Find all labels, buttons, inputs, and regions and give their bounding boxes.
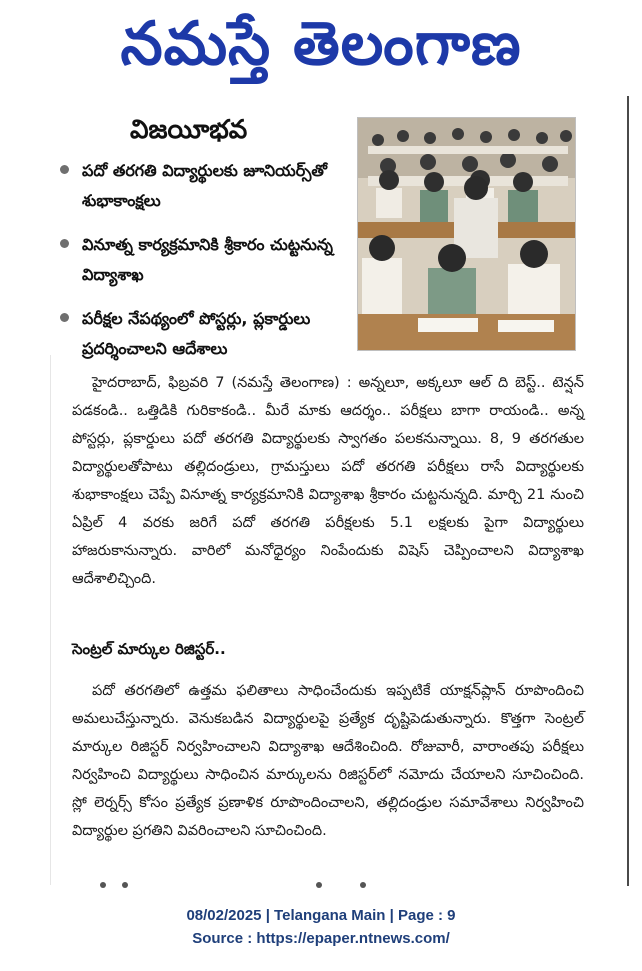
newspaper-masthead: నమస్తే తెలంగాణ [120,9,522,79]
bullet-item [58,230,358,290]
article-headline: విజయీభవ [130,115,248,145]
article-paragraph: హైదరాబాద్, ఫిబ్రవరి 7 (నమస్తే తెలంగాణ) : అన్నలూ, అక్కలూ ఆల్ ది బెస్ట్.. టెన్షన్ పడకండి.. ఒత్తిడికి గురికాకండి.. మీరే మాకు ఆదర్శం.. పరీక్షలు బాగా రాయండి.. అన్న పోస్టర్లు, ప్లకార్డులు పదో తరగతి విద్యార్థులకు స్వాగతం పలకనున్నాయి. 8, 9 తరగతుల విద్యార్థులతోపాటు తల్లిదండ్రులు, గ్రామస్తులు పదో తరగతి పరీక్షలు రాసే విద్యార్థులకు శుభాకాంక్షలు చెప్పే వినూత్న కార్యక్రమానికి విద్యాశాఖ శ్రీకారం చుట్టనున్నది. మార్చి 21 నుంచి ఏప్రిల్ 4 వరకు జరిగే పదో తరగతి పరీక్షలకు 5.1 లక్షలకు పైగా విద్యార్థులు హాజరుకానున్నారు. వారిలో మనోధైర్యం నింపేందుకు విషెస్ చెప్పించాలని విద్యాశాఖ ఆదేశాలిచ్చింది. [72,375,584,587]
bullet-text: వినూత్న కార్యక్రమానికి శ్రీకారం చుట్టనున్న విద్యాశాఖ [82,235,333,284]
bullet-icon [60,165,69,174]
exam-hall-illustration [358,118,575,350]
bullet-item [58,304,358,364]
column-rule [627,96,629,886]
footer-date-edition: 08/02/2025 | Telangana Main | Page : 9 [186,907,456,924]
article-subheading: సెంట్రల్ మార్కుల రిజిస్టర్.. [72,640,226,658]
page-footer [0,904,642,950]
bullet-icon [60,313,69,322]
article-paragraph: పదో తరగతిలో ఉత్తమ ఫలితాలు సాధించేందుకు ఇప్పటికే యాక్షన్‌ప్లాన్ రూపొందించి అమలుచేస్తున్నారు. వెనుకబడిన విద్యార్థులపై ప్రత్యేక దృష్టిపెడుతున్నారు. కొత్తగా సెంట్రల్ మార్కుల రిజిస్టర్ నిర్వహించాలని విద్యాశాఖ ఆదేశించింది. రోజువారీ, వారాంతపు పరీక్షలు నిర్వహించి విద్యార్థులు సాధించిన మార్కులను రిజిస్టర్‌లో నమోదు చేయాలని సూచించింది. స్లో లెర్నర్స్ కోసం ప్రత్యేక ప్రణాళిక రూపొందించాలని, తల్లిదండ్రుల సమావేశాలు నిర్వహించి విద్యార్థుల ప్రగతిని వివరించాలని సూచించింది. [72,683,584,839]
footer-source-link: Source : https://epaper.ntnews.com/ [192,930,450,947]
bullet-icon [60,239,69,248]
bullet-text: పదో తరగతి విద్యార్థులకు జూనియర్స్‌తో శుభాకాంక్షలు [82,161,327,210]
highlight-bullets [58,156,358,378]
bullet-item [58,156,358,216]
column-guide [50,355,51,885]
exam-hall-photo [357,117,576,351]
bullet-text: పరీక్షల నేపథ్యంలో పోస్టర్లు, ప్లకార్డులు ప్రదర్శించాలని ఆదేశాలు [82,309,311,358]
